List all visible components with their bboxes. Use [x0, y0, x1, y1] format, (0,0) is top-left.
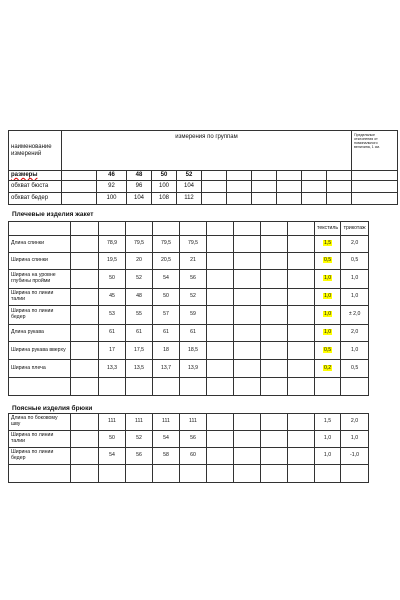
cell-value: 13,5 — [126, 360, 153, 378]
table-row — [9, 431, 369, 448]
tolerance-knit: 2,0 — [341, 325, 369, 342]
cell-value: 21 — [180, 253, 207, 270]
cell-value: 18,5 — [180, 342, 207, 360]
tolerance-knit: 0,5 — [341, 253, 369, 270]
cell-value: 56 — [126, 448, 153, 465]
cell-value: 111 — [99, 414, 126, 431]
row-name: Длина по боковому шву — [9, 414, 71, 431]
size-52: 52 — [177, 171, 202, 181]
cell-value: 56 — [180, 431, 207, 448]
cell-value: 13,3 — [99, 360, 126, 378]
table-row — [9, 360, 369, 378]
cell-value: 78,9 — [99, 236, 126, 253]
row-name: Ширина спинки — [9, 253, 71, 270]
row-name: Ширина на уровне глубины пройми — [9, 270, 71, 289]
tolerance-knit: 0,5 — [341, 360, 369, 378]
cell-value: 55 — [126, 306, 153, 325]
row-name: Ширина рукава вверху — [9, 342, 71, 360]
cell-value: 19,5 — [99, 253, 126, 270]
row-name: обхват бюста — [9, 181, 62, 193]
cell-value: 50 — [99, 270, 126, 289]
cell-value: 56 — [180, 270, 207, 289]
table-row — [9, 448, 369, 465]
cell-value: 13,7 — [153, 360, 180, 378]
tolerance-textile: 1,0 — [323, 275, 332, 282]
cell-value: 58 — [153, 448, 180, 465]
table-row — [9, 325, 369, 342]
table-row — [9, 289, 369, 306]
cell-value: 52 — [126, 431, 153, 448]
cell-value: 52 — [126, 270, 153, 289]
tolerance-textile: 0,5 — [323, 257, 332, 264]
tolerance-knit: ± 2,0 — [341, 306, 369, 325]
tolerance-knit: 1,0 — [341, 270, 369, 289]
row-name: Ширина по линии бедер — [9, 448, 71, 465]
table-row — [9, 306, 369, 325]
row-name: Ширина по линии талии — [9, 289, 71, 306]
table-row — [9, 342, 369, 360]
tolerance-textile: 1,0 — [323, 293, 332, 300]
row-name: Ширина плеча — [9, 360, 71, 378]
table-row — [9, 270, 369, 289]
col-textile-label: текстиль — [315, 222, 341, 236]
cell-value: 20 — [126, 253, 153, 270]
cell-value: 48 — [126, 289, 153, 306]
row-name: Ширина по линии талии — [9, 431, 71, 448]
cell-value: 104 — [127, 193, 152, 205]
tolerance-textile: 1,0 — [323, 329, 332, 336]
tolerance-textile: 1,0 — [323, 311, 332, 318]
cell-value: 59 — [180, 306, 207, 325]
size-50: 50 — [152, 171, 177, 181]
cell-value: 52 — [180, 289, 207, 306]
row-name: Ширина по линии бедер — [9, 306, 71, 325]
cell-value: 18 — [153, 342, 180, 360]
cell-value: 111 — [126, 414, 153, 431]
table-row — [9, 181, 398, 193]
cell-value: 111 — [180, 414, 207, 431]
tolerance-knit: 2,0 — [341, 414, 369, 431]
cell-value: 50 — [153, 289, 180, 306]
cell-value: 61 — [126, 325, 153, 342]
tolerance-knit: 2,0 — [341, 236, 369, 253]
table-row — [9, 236, 369, 253]
cell-value: 92 — [97, 181, 127, 193]
sizes-label: размеры — [11, 172, 38, 179]
section-title-shoulder: Плечевые изделия жакет — [12, 211, 94, 218]
cell-value: 108 — [152, 193, 177, 205]
tolerance-textile: 0,5 — [323, 346, 332, 353]
col-knit-label: трикотаж — [341, 222, 369, 236]
section-title-waist: Поясные изделия брюки — [12, 405, 93, 412]
cell-value: 13,9 — [180, 360, 207, 378]
table-row-empty — [9, 465, 369, 483]
tolerance-textile: 1,5 — [323, 240, 332, 247]
tolerance-knit: -1,0 — [341, 448, 369, 465]
table-row — [9, 253, 369, 270]
table-row — [9, 193, 398, 205]
groups-label: измерения по группам — [62, 131, 352, 171]
row-name: Длина рукава — [9, 325, 71, 342]
cell-value: 112 — [177, 193, 202, 205]
cell-value: 54 — [153, 431, 180, 448]
tolerance-knit: 1,0 — [341, 431, 369, 448]
tolerance-label: Предельные отклонения от номинального величина, 1 см. — [352, 131, 398, 171]
row-name: Длина спинки — [9, 236, 71, 253]
tolerance-knit: 1,0 — [341, 342, 369, 360]
cell-value: 17,5 — [126, 342, 153, 360]
cell-value: 61 — [180, 325, 207, 342]
cell-value: 54 — [99, 448, 126, 465]
size-48: 48 — [127, 171, 152, 181]
shoulder-table — [8, 221, 369, 396]
cell-value: 57 — [153, 306, 180, 325]
cell-value: 111 — [153, 414, 180, 431]
tolerance-textile: 1,5 — [315, 414, 341, 431]
cell-value: 61 — [153, 325, 180, 342]
cell-value: 54 — [153, 270, 180, 289]
cell-value: 50 — [99, 431, 126, 448]
tolerance-textile: 1,0 — [315, 431, 341, 448]
cell-value: 53 — [99, 306, 126, 325]
waist-table — [8, 413, 369, 483]
cell-value: 17 — [99, 342, 126, 360]
cell-value: 100 — [152, 181, 177, 193]
tolerance-textile: 0,2 — [323, 364, 332, 371]
cell-value: 96 — [127, 181, 152, 193]
cell-value: 60 — [180, 448, 207, 465]
cell-value: 79,5 — [153, 236, 180, 253]
header-table — [8, 130, 398, 205]
row-name: обхват бедер — [9, 193, 62, 205]
table-row — [9, 414, 369, 431]
cell-value: 20,5 — [153, 253, 180, 270]
cell-value: 79,5 — [126, 236, 153, 253]
cell-value: 100 — [97, 193, 127, 205]
cell-value: 79,5 — [180, 236, 207, 253]
name-label: наименование измерений — [9, 131, 62, 171]
table-row-empty — [9, 378, 369, 396]
cell-value: 104 — [177, 181, 202, 193]
cell-value: 45 — [99, 289, 126, 306]
tolerance-textile: 1,0 — [315, 448, 341, 465]
cell-value: 61 — [99, 325, 126, 342]
size-46: 46 — [97, 171, 127, 181]
tolerance-knit: 1,0 — [341, 289, 369, 306]
